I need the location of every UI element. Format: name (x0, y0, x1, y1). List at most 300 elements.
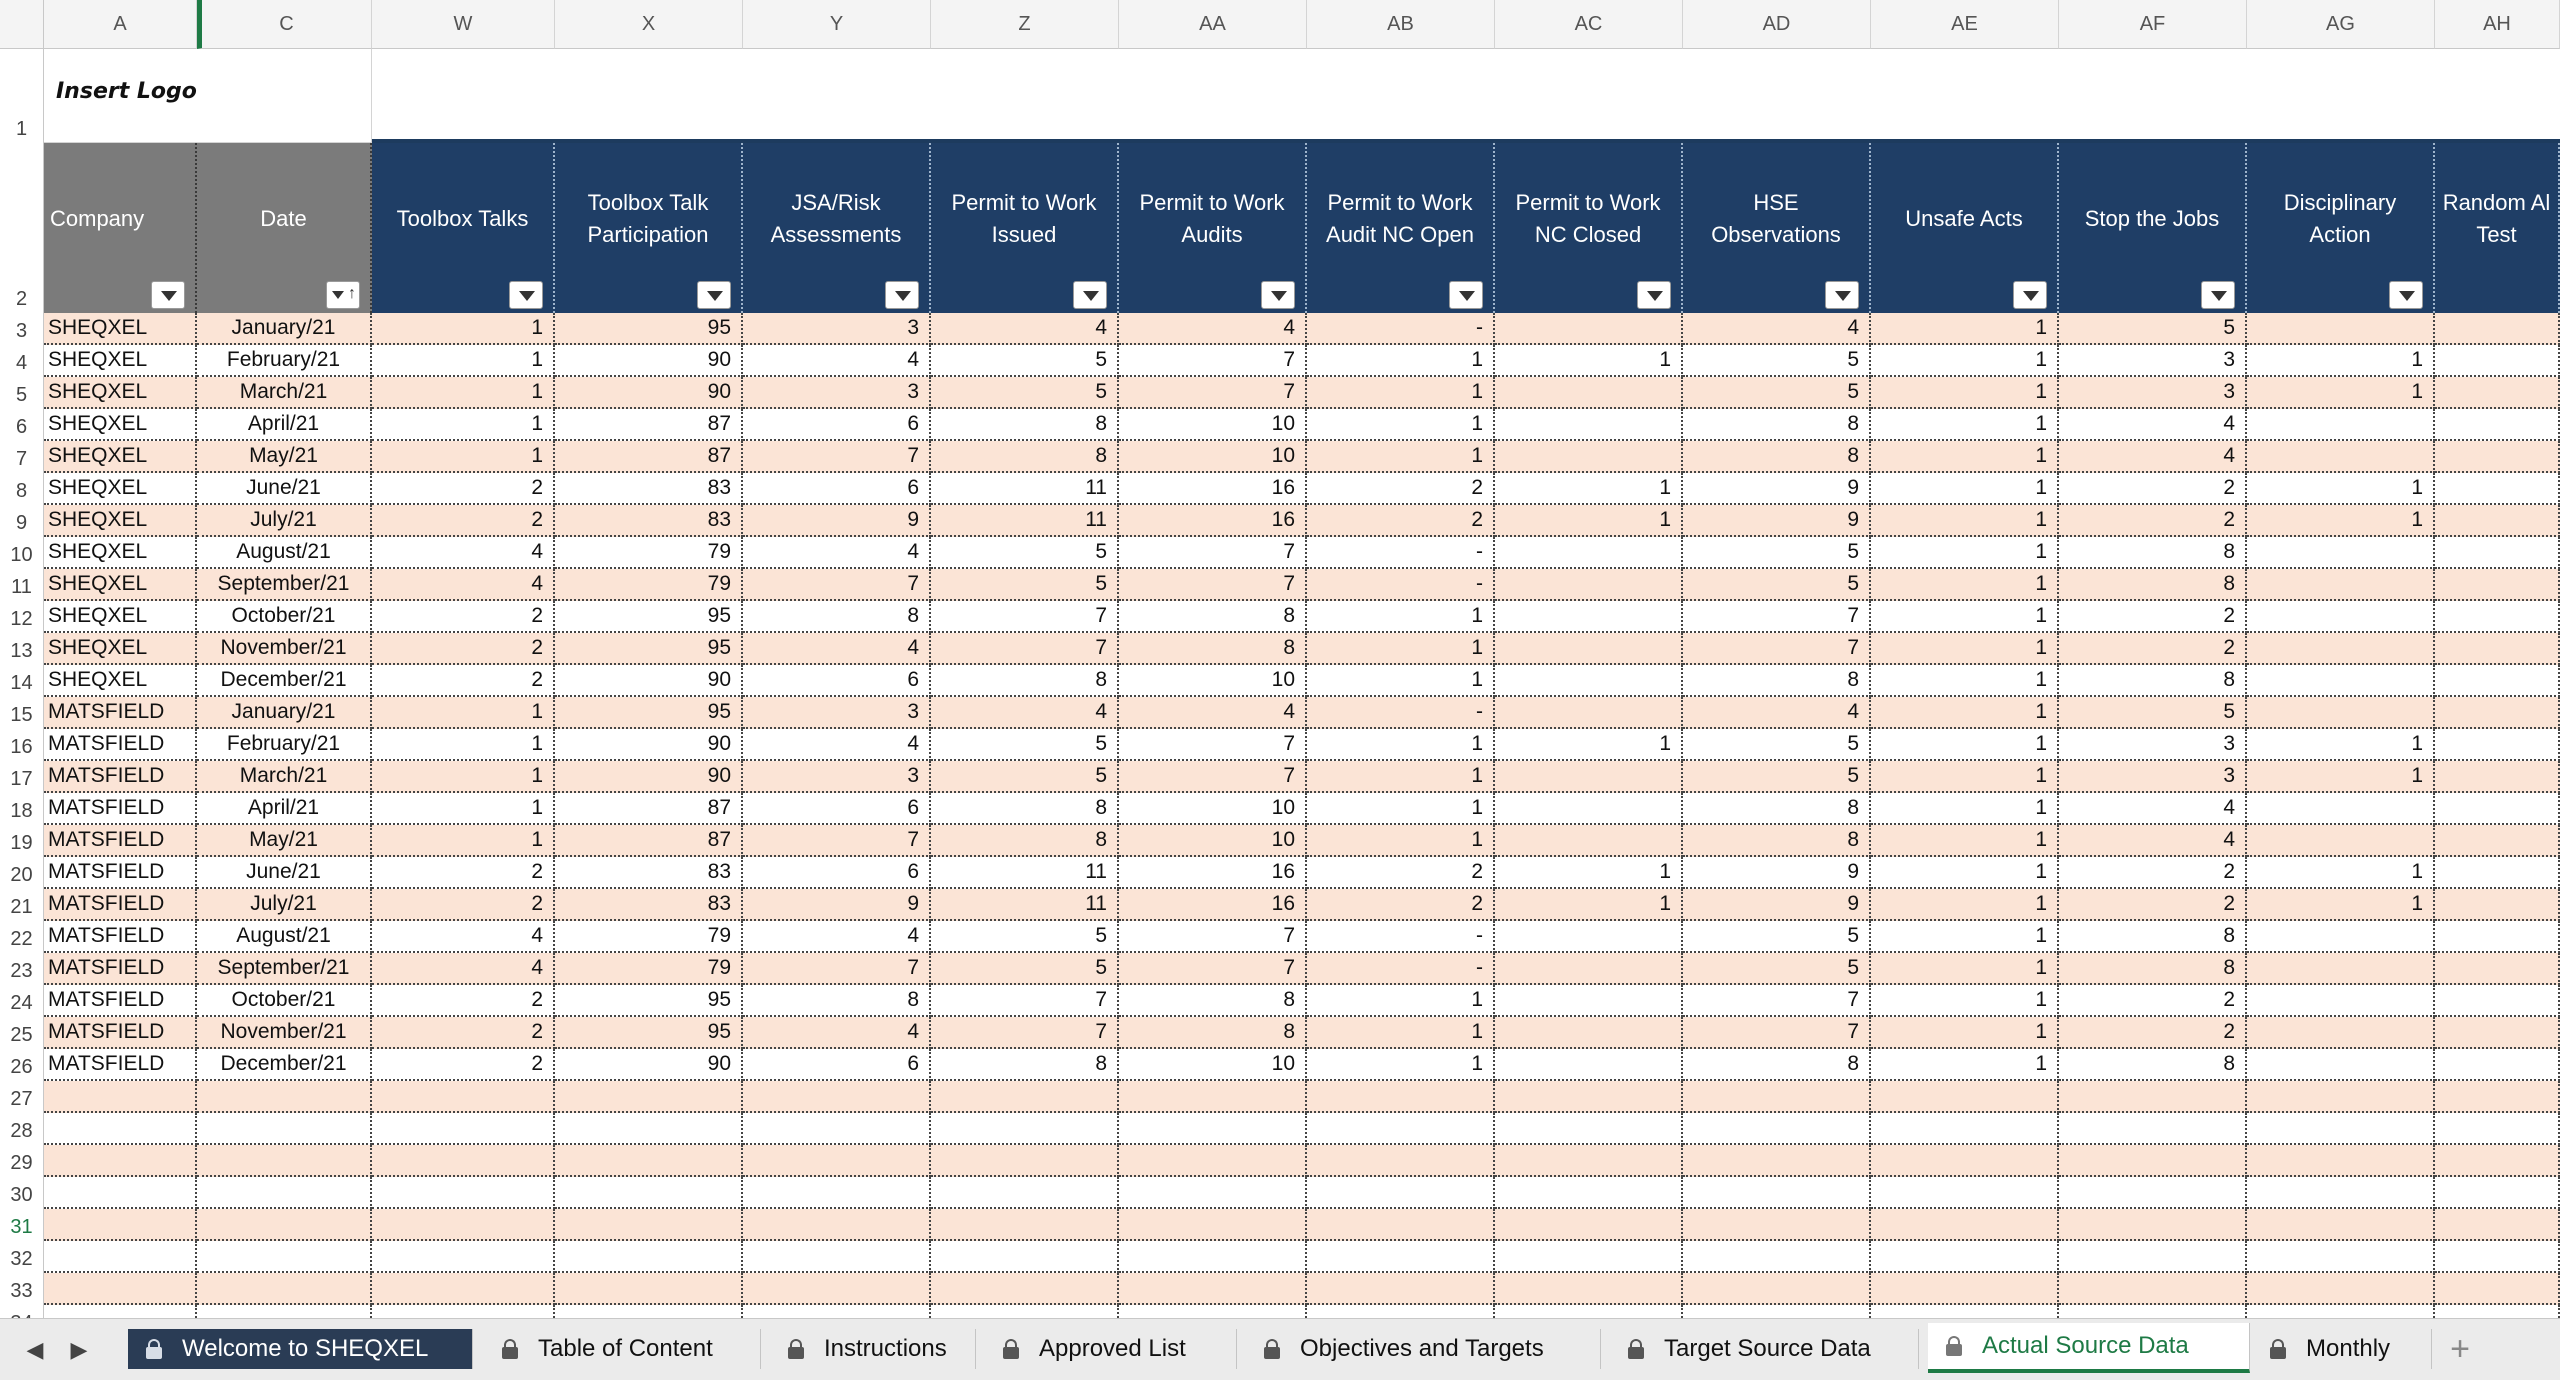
table-cell[interactable] (1495, 665, 1683, 697)
table-cell[interactable] (1683, 1081, 1871, 1113)
row-number-16[interactable]: 16 (0, 729, 44, 761)
table-cell[interactable]: 1 (1871, 473, 2059, 505)
sheet-tab[interactable] (985, 1329, 1237, 1369)
table-cell[interactable] (2435, 1209, 2560, 1241)
table-cell[interactable]: 1 (2247, 761, 2435, 793)
header-cell[interactable] (1495, 143, 1683, 313)
table-cell[interactable] (2247, 1049, 2435, 1081)
table-cell[interactable]: 5 (1683, 345, 1871, 377)
header-cell[interactable] (197, 143, 372, 313)
table-cell[interactable]: April/21 (197, 793, 372, 825)
table-cell[interactable] (931, 1145, 1119, 1177)
table-cell[interactable] (1871, 1113, 2059, 1145)
row-number-27[interactable]: 27 (0, 1081, 44, 1113)
table-cell[interactable]: 87 (555, 441, 743, 473)
table-cell[interactable] (2247, 1209, 2435, 1241)
table-cell[interactable] (44, 1241, 197, 1273)
table-cell[interactable]: 1 (1871, 793, 2059, 825)
column-header-x[interactable]: X (555, 0, 743, 49)
table-cell[interactable]: 8 (2059, 921, 2247, 953)
table-cell[interactable]: 8 (931, 409, 1119, 441)
table-cell[interactable]: 95 (555, 1017, 743, 1049)
column-header-c[interactable]: C (197, 0, 372, 49)
filter-dropdown-icon[interactable] (1825, 281, 1859, 309)
table-cell[interactable] (2247, 1273, 2435, 1305)
table-cell[interactable]: 1 (1871, 665, 2059, 697)
table-cell[interactable]: 5 (1683, 921, 1871, 953)
table-cell[interactable] (743, 1081, 931, 1113)
table-cell[interactable]: 10 (1119, 409, 1307, 441)
table-cell[interactable] (1683, 1209, 1871, 1241)
table-cell[interactable]: 5 (931, 761, 1119, 793)
table-cell[interactable] (197, 1241, 372, 1273)
table-cell[interactable]: 5 (1683, 537, 1871, 569)
table-cell[interactable]: July/21 (197, 505, 372, 537)
table-cell[interactable]: - (1307, 921, 1495, 953)
table-cell[interactable] (1495, 633, 1683, 665)
table-cell[interactable]: 8 (743, 985, 931, 1017)
table-cell[interactable]: August/21 (197, 921, 372, 953)
table-cell[interactable]: 79 (555, 569, 743, 601)
table-cell[interactable]: August/21 (197, 537, 372, 569)
header-cell[interactable] (2247, 143, 2435, 313)
table-cell[interactable]: 4 (743, 921, 931, 953)
table-cell[interactable]: 6 (743, 1049, 931, 1081)
table-cell[interactable] (2435, 409, 2560, 441)
table-cell[interactable] (2247, 537, 2435, 569)
table-cell[interactable]: 10 (1119, 793, 1307, 825)
table-cell[interactable]: 8 (1683, 441, 1871, 473)
table-cell[interactable] (2435, 1177, 2560, 1209)
table-cell[interactable]: 4 (1119, 313, 1307, 345)
table-cell[interactable] (372, 1145, 555, 1177)
row-number-1[interactable]: 1 (0, 49, 44, 143)
table-cell[interactable] (555, 1113, 743, 1145)
table-cell[interactable]: 2 (2059, 473, 2247, 505)
table-cell[interactable] (2435, 729, 2560, 761)
table-cell[interactable]: July/21 (197, 889, 372, 921)
table-cell[interactable]: 2 (372, 985, 555, 1017)
table-cell[interactable]: 1 (1495, 857, 1683, 889)
table-cell[interactable]: 87 (555, 825, 743, 857)
table-cell[interactable]: 8 (1683, 665, 1871, 697)
table-cell[interactable]: 5 (1683, 729, 1871, 761)
table-cell[interactable]: 5 (1683, 761, 1871, 793)
table-cell[interactable] (1307, 1081, 1495, 1113)
table-cell[interactable]: 1 (1871, 441, 2059, 473)
table-cell[interactable]: February/21 (197, 729, 372, 761)
table-cell[interactable] (2435, 1017, 2560, 1049)
table-cell[interactable]: SHEQXEL (44, 313, 197, 345)
row-number-7[interactable]: 7 (0, 441, 44, 473)
table-cell[interactable]: 5 (1683, 569, 1871, 601)
table-cell[interactable]: 1 (2247, 345, 2435, 377)
table-cell[interactable]: 3 (743, 377, 931, 409)
header-cell[interactable] (2059, 143, 2247, 313)
table-cell[interactable]: 7 (743, 569, 931, 601)
filter-dropdown-icon[interactable] (2201, 281, 2235, 309)
table-cell[interactable]: 2 (372, 857, 555, 889)
table-cell[interactable] (1683, 1273, 1871, 1305)
table-cell[interactable] (2247, 1081, 2435, 1113)
table-cell[interactable] (2247, 985, 2435, 1017)
table-cell[interactable]: 5 (931, 729, 1119, 761)
table-cell[interactable]: 8 (1119, 985, 1307, 1017)
table-cell[interactable]: 1 (2247, 377, 2435, 409)
table-cell[interactable]: 3 (743, 761, 931, 793)
header-cell[interactable] (555, 143, 743, 313)
table-cell[interactable]: 95 (555, 697, 743, 729)
table-cell[interactable]: SHEQXEL (44, 505, 197, 537)
table-cell[interactable]: 1 (1307, 377, 1495, 409)
table-cell[interactable]: 2 (372, 601, 555, 633)
header-cell[interactable] (2435, 143, 2560, 313)
table-cell[interactable]: 90 (555, 377, 743, 409)
filter-dropdown-icon[interactable] (1073, 281, 1107, 309)
table-cell[interactable] (2435, 633, 2560, 665)
table-cell[interactable]: November/21 (197, 1017, 372, 1049)
table-cell[interactable] (931, 1081, 1119, 1113)
table-cell[interactable]: 11 (931, 889, 1119, 921)
table-cell[interactable] (1307, 1273, 1495, 1305)
table-cell[interactable] (372, 1273, 555, 1305)
table-cell[interactable]: - (1307, 313, 1495, 345)
table-cell[interactable]: MATSFIELD (44, 1017, 197, 1049)
table-cell[interactable]: 11 (931, 857, 1119, 889)
table-cell[interactable]: 1 (1307, 633, 1495, 665)
table-cell[interactable]: January/21 (197, 697, 372, 729)
table-cell[interactable]: September/21 (197, 569, 372, 601)
table-cell[interactable]: SHEQXEL (44, 537, 197, 569)
table-cell[interactable] (197, 1081, 372, 1113)
table-cell[interactable]: 1 (1871, 569, 2059, 601)
table-cell[interactable]: 2 (2059, 505, 2247, 537)
table-cell[interactable]: 7 (1119, 729, 1307, 761)
table-cell[interactable]: 95 (555, 633, 743, 665)
table-cell[interactable]: 4 (1683, 697, 1871, 729)
table-cell[interactable] (372, 1177, 555, 1209)
table-cell[interactable]: 4 (743, 537, 931, 569)
table-cell[interactable] (1495, 793, 1683, 825)
table-cell[interactable]: 4 (1683, 313, 1871, 345)
table-cell[interactable] (1119, 1273, 1307, 1305)
sheet-tab[interactable] (1928, 1323, 2250, 1373)
table-cell[interactable]: - (1307, 953, 1495, 985)
table-cell[interactable]: MATSFIELD (44, 729, 197, 761)
row-number-2[interactable]: 2 (0, 143, 44, 313)
table-cell[interactable] (2435, 793, 2560, 825)
table-cell[interactable]: 1 (1871, 505, 2059, 537)
table-cell[interactable] (555, 1209, 743, 1241)
table-cell[interactable]: 1 (372, 825, 555, 857)
table-cell[interactable] (743, 1209, 931, 1241)
header-cell[interactable] (931, 143, 1119, 313)
table-cell[interactable]: 7 (1119, 953, 1307, 985)
table-cell[interactable]: 1 (1871, 601, 2059, 633)
table-cell[interactable]: 7 (1119, 345, 1307, 377)
table-cell[interactable] (1495, 1017, 1683, 1049)
row-number-24[interactable]: 24 (0, 985, 44, 1017)
table-cell[interactable] (44, 1081, 197, 1113)
column-header-aa[interactable]: AA (1119, 0, 1307, 49)
table-cell[interactable]: 9 (743, 505, 931, 537)
table-cell[interactable]: 7 (1683, 985, 1871, 1017)
table-cell[interactable]: 3 (2059, 345, 2247, 377)
table-cell[interactable] (2059, 1145, 2247, 1177)
table-cell[interactable]: 2 (372, 473, 555, 505)
table-cell[interactable] (2435, 921, 2560, 953)
table-cell[interactable] (1871, 1209, 2059, 1241)
row-number-4[interactable]: 4 (0, 345, 44, 377)
filter-dropdown-icon[interactable] (509, 281, 543, 309)
sheet-tab[interactable] (1610, 1329, 1919, 1369)
table-cell[interactable] (2059, 1209, 2247, 1241)
table-cell[interactable]: 2 (2059, 1017, 2247, 1049)
table-cell[interactable]: April/21 (197, 409, 372, 441)
table-cell[interactable] (1871, 1273, 2059, 1305)
table-cell[interactable]: 1 (1871, 921, 2059, 953)
table-cell[interactable]: 2 (2059, 985, 2247, 1017)
table-cell[interactable] (2435, 569, 2560, 601)
column-header-ab[interactable]: AB (1307, 0, 1495, 49)
table-cell[interactable]: 2 (2059, 633, 2247, 665)
table-cell[interactable] (1119, 1113, 1307, 1145)
table-cell[interactable]: 2 (2059, 601, 2247, 633)
table-cell[interactable] (2247, 633, 2435, 665)
table-cell[interactable]: September/21 (197, 953, 372, 985)
table-cell[interactable]: 1 (1871, 633, 2059, 665)
table-cell[interactable]: 4 (2059, 441, 2247, 473)
table-cell[interactable] (1495, 1241, 1683, 1273)
table-cell[interactable]: 7 (931, 633, 1119, 665)
table-cell[interactable] (1307, 1113, 1495, 1145)
table-cell[interactable]: 4 (743, 1017, 931, 1049)
table-cell[interactable]: 7 (1119, 377, 1307, 409)
table-cell[interactable]: 1 (2247, 857, 2435, 889)
table-cell[interactable]: 95 (555, 313, 743, 345)
row-number-5[interactable]: 5 (0, 377, 44, 409)
row-number-13[interactable]: 13 (0, 633, 44, 665)
table-cell[interactable] (1119, 1177, 1307, 1209)
sheet-tab[interactable] (1246, 1329, 1601, 1369)
table-cell[interactable]: 1 (2247, 505, 2435, 537)
table-cell[interactable]: 8 (743, 601, 931, 633)
table-cell[interactable]: 87 (555, 793, 743, 825)
table-cell[interactable] (2435, 537, 2560, 569)
table-cell[interactable]: 8 (931, 793, 1119, 825)
table-cell[interactable] (931, 1241, 1119, 1273)
table-cell[interactable] (2435, 313, 2560, 345)
table-cell[interactable]: 1 (372, 409, 555, 441)
logo-cell[interactable] (44, 49, 372, 143)
sheet-tab[interactable] (770, 1329, 976, 1369)
table-cell[interactable]: 1 (1871, 313, 2059, 345)
table-cell[interactable]: 8 (1683, 409, 1871, 441)
table-cell[interactable]: October/21 (197, 601, 372, 633)
table-cell[interactable] (2247, 825, 2435, 857)
table-cell[interactable]: 11 (931, 505, 1119, 537)
table-cell[interactable]: 6 (743, 409, 931, 441)
table-cell[interactable]: 1 (372, 345, 555, 377)
table-cell[interactable]: 8 (2059, 569, 2247, 601)
table-cell[interactable]: SHEQXEL (44, 409, 197, 441)
table-cell[interactable]: 6 (743, 473, 931, 505)
table-cell[interactable]: 9 (1683, 857, 1871, 889)
table-cell[interactable]: 2 (1307, 889, 1495, 921)
table-cell[interactable]: SHEQXEL (44, 665, 197, 697)
table-cell[interactable]: 4 (2059, 409, 2247, 441)
table-cell[interactable]: 4 (931, 313, 1119, 345)
table-cell[interactable] (931, 1273, 1119, 1305)
table-cell[interactable] (2435, 345, 2560, 377)
table-cell[interactable] (1119, 1209, 1307, 1241)
table-cell[interactable]: March/21 (197, 377, 372, 409)
table-cell[interactable]: SHEQXEL (44, 473, 197, 505)
table-cell[interactable]: 3 (743, 697, 931, 729)
table-cell[interactable] (1495, 1177, 1683, 1209)
table-cell[interactable]: 7 (743, 825, 931, 857)
row-number-26[interactable]: 26 (0, 1049, 44, 1081)
table-cell[interactable]: 79 (555, 921, 743, 953)
table-cell[interactable] (2435, 953, 2560, 985)
table-cell[interactable] (1871, 1145, 2059, 1177)
table-cell[interactable]: MATSFIELD (44, 825, 197, 857)
table-cell[interactable]: 9 (1683, 889, 1871, 921)
table-cell[interactable]: 1 (1871, 377, 2059, 409)
row-number-33[interactable]: 33 (0, 1273, 44, 1305)
table-cell[interactable]: 2 (372, 665, 555, 697)
table-cell[interactable]: 83 (555, 505, 743, 537)
table-cell[interactable]: March/21 (197, 761, 372, 793)
table-cell[interactable]: 1 (1307, 409, 1495, 441)
row-number-29[interactable]: 29 (0, 1145, 44, 1177)
table-cell[interactable]: 1 (1871, 729, 2059, 761)
row-number-22[interactable]: 22 (0, 921, 44, 953)
table-cell[interactable]: 8 (931, 665, 1119, 697)
table-cell[interactable]: 5 (1683, 377, 1871, 409)
table-cell[interactable] (1495, 1049, 1683, 1081)
table-cell[interactable]: 8 (931, 441, 1119, 473)
table-cell[interactable]: 1 (1307, 1049, 1495, 1081)
table-cell[interactable]: 1 (1307, 761, 1495, 793)
table-cell[interactable] (2059, 1081, 2247, 1113)
filter-dropdown-icon[interactable] (697, 281, 731, 309)
table-cell[interactable]: 5 (931, 921, 1119, 953)
table-cell[interactable]: 1 (1495, 729, 1683, 761)
table-cell[interactable] (1495, 1081, 1683, 1113)
table-cell[interactable] (2435, 825, 2560, 857)
column-header-af[interactable]: AF (2059, 0, 2247, 49)
table-cell[interactable]: MATSFIELD (44, 761, 197, 793)
table-cell[interactable]: 2 (1307, 473, 1495, 505)
table-cell[interactable]: June/21 (197, 857, 372, 889)
table-cell[interactable] (2435, 1145, 2560, 1177)
filter-dropdown-icon[interactable] (1261, 281, 1295, 309)
table-cell[interactable]: 1 (372, 377, 555, 409)
table-cell[interactable] (2435, 1113, 2560, 1145)
table-cell[interactable]: 1 (1495, 889, 1683, 921)
table-cell[interactable] (372, 1241, 555, 1273)
table-cell[interactable] (1119, 1145, 1307, 1177)
table-cell[interactable] (555, 1241, 743, 1273)
table-cell[interactable]: 10 (1119, 1049, 1307, 1081)
table-cell[interactable]: 95 (555, 601, 743, 633)
table-cell[interactable] (197, 1145, 372, 1177)
table-cell[interactable] (372, 1081, 555, 1113)
column-header-ae[interactable]: AE (1871, 0, 2059, 49)
header-cell[interactable] (1307, 143, 1495, 313)
row-number-31[interactable]: 31 (0, 1209, 44, 1241)
table-cell[interactable]: 2 (372, 1049, 555, 1081)
table-cell[interactable] (931, 1113, 1119, 1145)
table-cell[interactable]: 1 (1495, 505, 1683, 537)
table-cell[interactable]: 90 (555, 729, 743, 761)
table-cell[interactable] (1307, 1177, 1495, 1209)
table-cell[interactable]: 4 (743, 633, 931, 665)
table-cell[interactable]: 6 (743, 665, 931, 697)
table-cell[interactable]: 2 (372, 1017, 555, 1049)
table-cell[interactable]: 1 (372, 793, 555, 825)
table-cell[interactable]: MATSFIELD (44, 921, 197, 953)
table-cell[interactable]: SHEQXEL (44, 601, 197, 633)
table-cell[interactable]: 8 (1119, 633, 1307, 665)
table-cell[interactable]: 1 (372, 441, 555, 473)
table-cell[interactable]: 5 (931, 537, 1119, 569)
table-cell[interactable]: 10 (1119, 825, 1307, 857)
table-cell[interactable]: 1 (1495, 345, 1683, 377)
table-cell[interactable]: 83 (555, 889, 743, 921)
table-cell[interactable] (2247, 441, 2435, 473)
table-cell[interactable] (1683, 1145, 1871, 1177)
table-cell[interactable]: 8 (931, 825, 1119, 857)
table-cell[interactable] (2247, 697, 2435, 729)
table-cell[interactable]: 7 (1119, 761, 1307, 793)
header-cell[interactable] (1119, 143, 1307, 313)
row-number-17[interactable]: 17 (0, 761, 44, 793)
table-cell[interactable]: 7 (1119, 537, 1307, 569)
table-cell[interactable]: 1 (1871, 537, 2059, 569)
table-cell[interactable]: 8 (1119, 1017, 1307, 1049)
table-cell[interactable] (2247, 409, 2435, 441)
table-cell[interactable] (1495, 953, 1683, 985)
table-cell[interactable]: 1 (1871, 1017, 2059, 1049)
table-cell[interactable] (2435, 1081, 2560, 1113)
table-cell[interactable]: 7 (931, 985, 1119, 1017)
table-cell[interactable]: 1 (1871, 825, 2059, 857)
table-cell[interactable] (1495, 377, 1683, 409)
table-cell[interactable]: 87 (555, 409, 743, 441)
row-number-6[interactable]: 6 (0, 409, 44, 441)
table-cell[interactable] (2435, 1273, 2560, 1305)
table-cell[interactable]: 8 (1683, 825, 1871, 857)
table-cell[interactable]: - (1307, 697, 1495, 729)
table-cell[interactable] (1119, 1081, 1307, 1113)
table-cell[interactable]: 10 (1119, 441, 1307, 473)
table-cell[interactable]: 2 (2059, 857, 2247, 889)
table-cell[interactable]: November/21 (197, 633, 372, 665)
table-cell[interactable] (1495, 825, 1683, 857)
table-cell[interactable] (2435, 601, 2560, 633)
table-cell[interactable] (2059, 1113, 2247, 1145)
table-cell[interactable]: SHEQXEL (44, 633, 197, 665)
table-cell[interactable] (2247, 921, 2435, 953)
filter-dropdown-icon[interactable] (2389, 281, 2423, 309)
table-cell[interactable]: 8 (2059, 665, 2247, 697)
filter-dropdown-icon[interactable] (2013, 281, 2047, 309)
table-cell[interactable]: 1 (1307, 441, 1495, 473)
table-cell[interactable] (2059, 1241, 2247, 1273)
column-header-y[interactable]: Y (743, 0, 931, 49)
